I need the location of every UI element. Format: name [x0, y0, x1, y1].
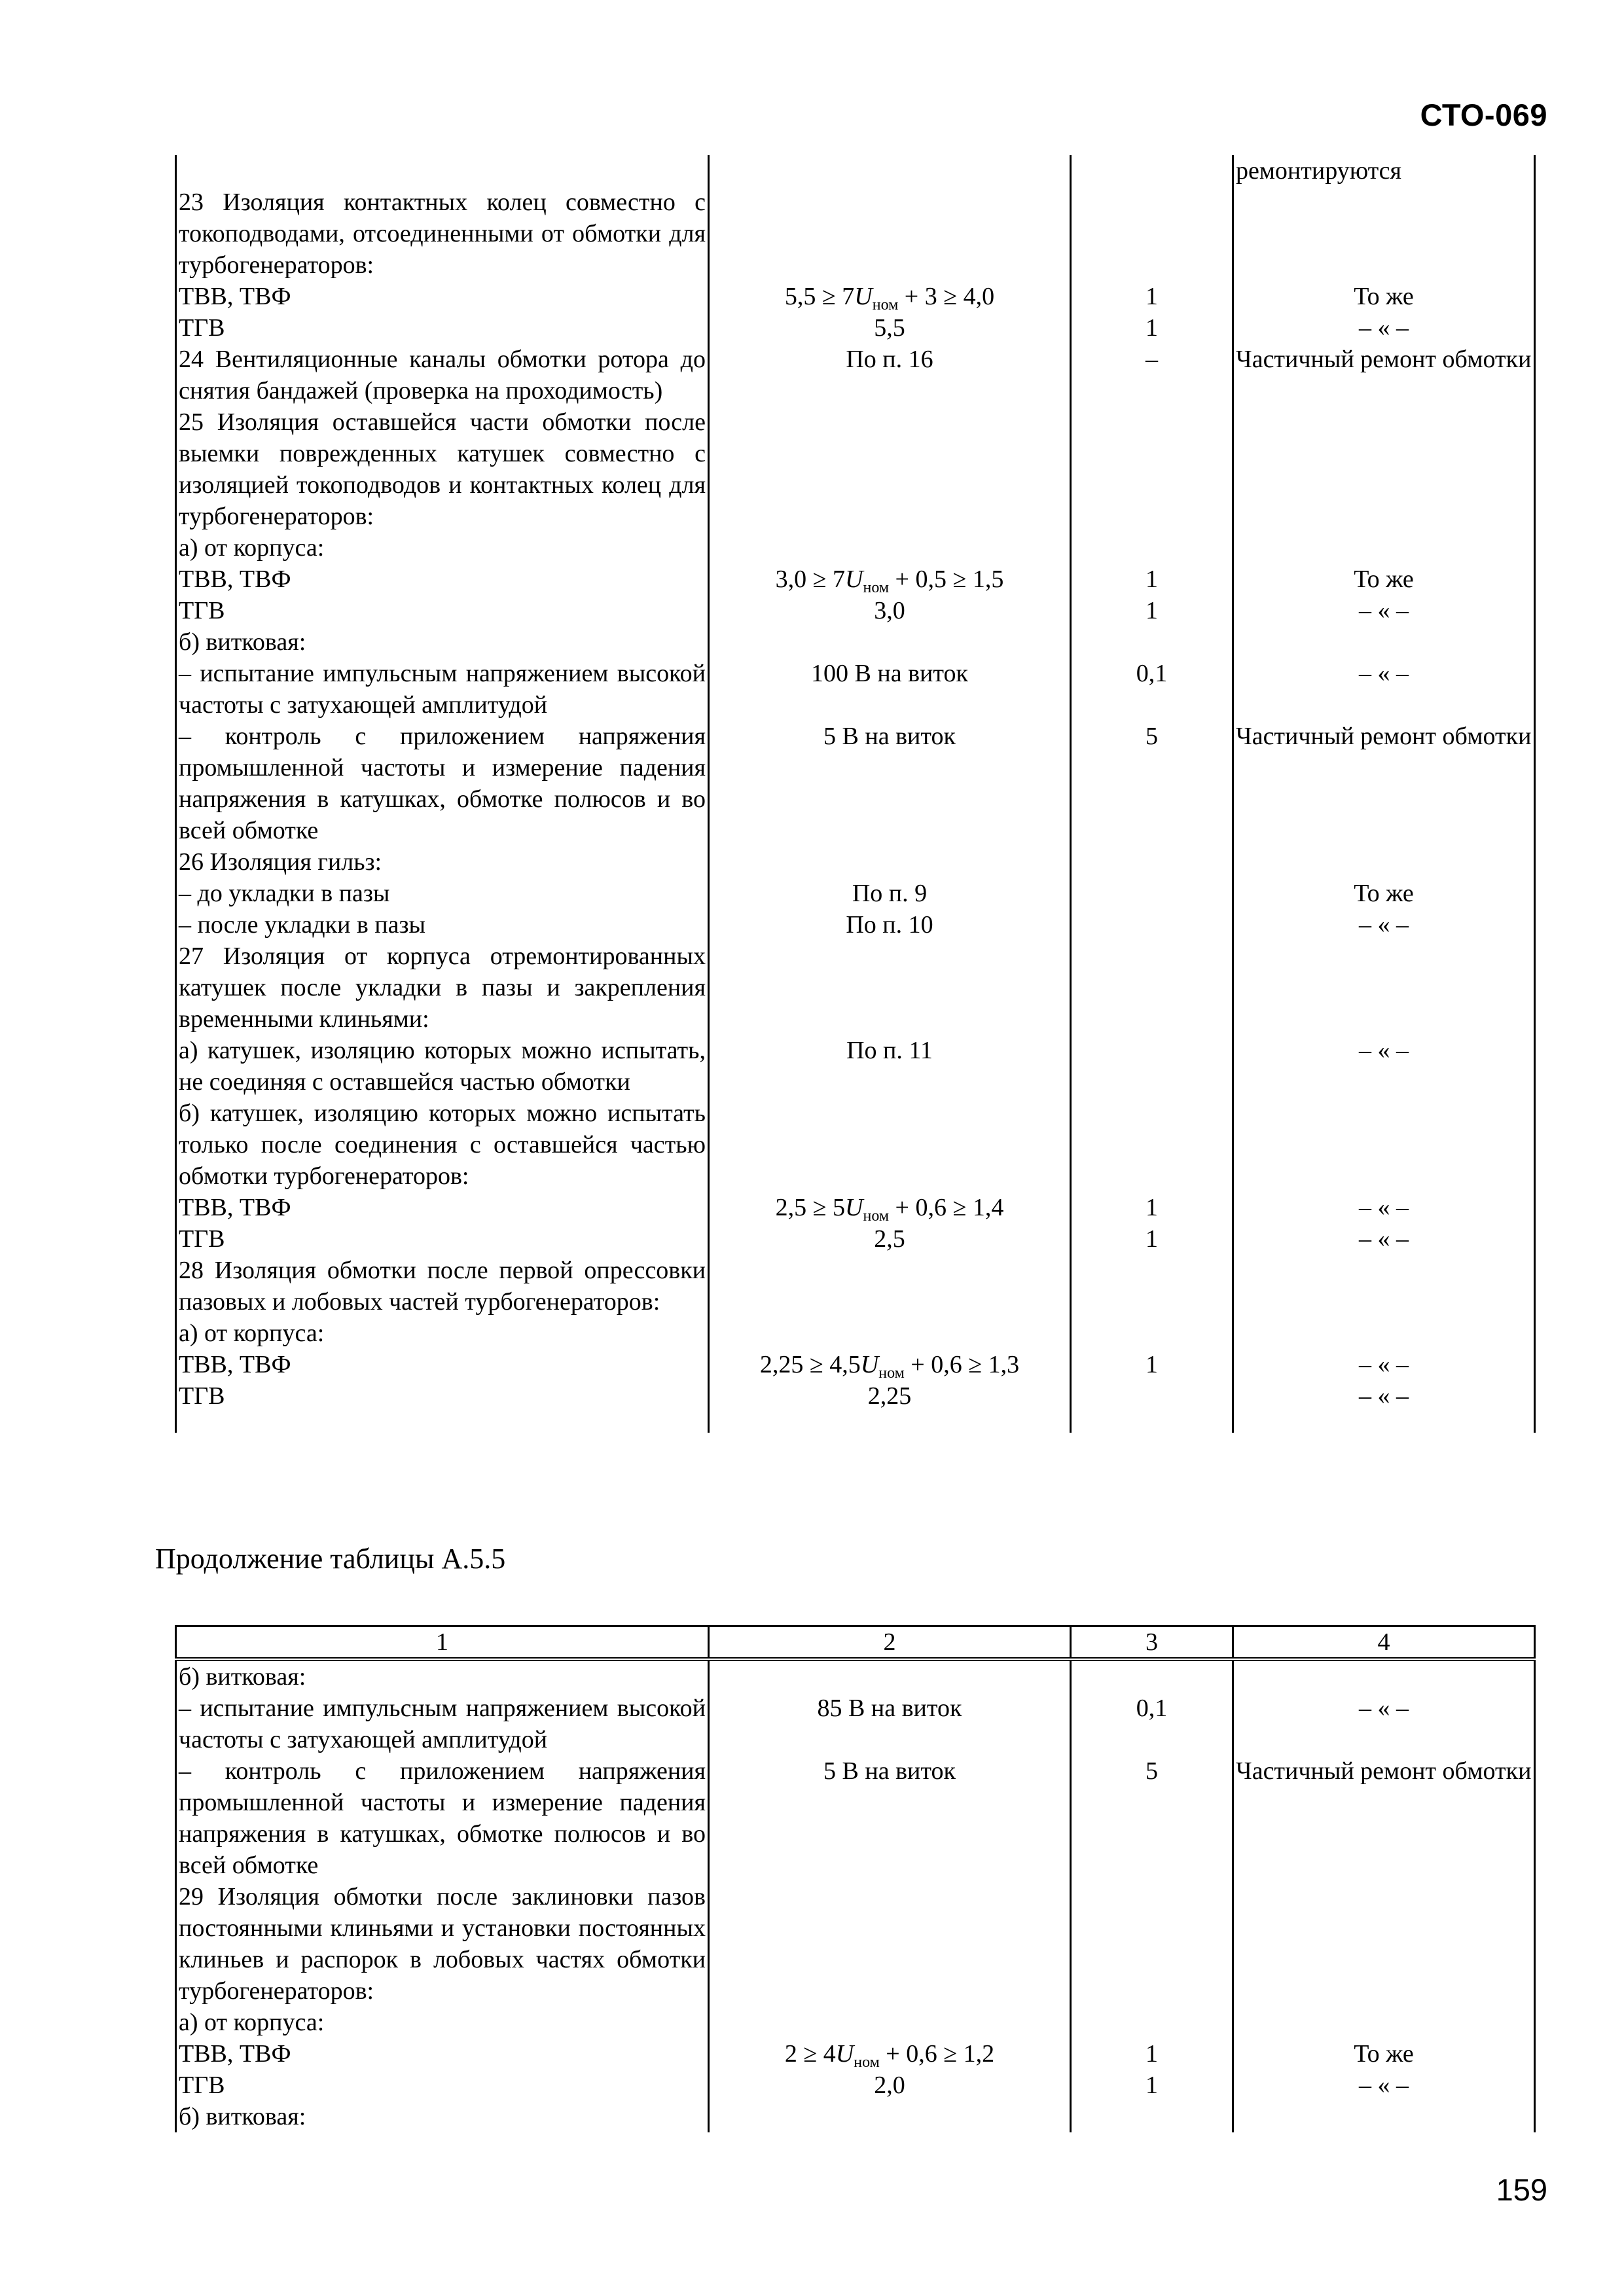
parameter-cell: 29 Изоляция обмотки после заклиновки пазов постоянными клиньями и установки постоянных клиньев и распорок в лобовых частях обмотки турбогенераторов: — [176, 1881, 709, 2007]
parameter-cell: ТГВ — [176, 1223, 709, 1255]
page-number: 159 — [1496, 2172, 1547, 2207]
note-cell: – « – — [1233, 658, 1535, 721]
spec-table-part1 — [175, 155, 1536, 1433]
note-cell: – « – — [1233, 1035, 1535, 1098]
parameter-cell: 23 Изоляция контактных колец совместно с токоподводами, отсоединенными от обмотки для турбогенераторов: — [176, 187, 709, 281]
duration-cell — [1071, 187, 1233, 281]
note-cell: – « – — [1233, 1223, 1535, 1255]
duration-cell: 1 — [1071, 595, 1233, 626]
formula-prefix: 5,5 ≥ 7 — [784, 283, 855, 310]
parameter-cell: а) от корпуса: — [176, 1318, 709, 1349]
test-voltage-cell: 5 В на виток — [709, 1755, 1071, 1881]
table-row — [176, 2038, 1535, 2070]
note-cell — [1233, 1098, 1535, 1192]
table-row — [176, 878, 1535, 909]
duration-cell — [1071, 406, 1233, 532]
table-row — [176, 941, 1535, 1035]
test-voltage-cell — [709, 626, 1071, 658]
duration-cell — [1071, 1881, 1233, 2007]
table-row — [176, 1035, 1535, 1098]
table-row — [176, 1192, 1535, 1223]
duration-cell — [1071, 1318, 1233, 1349]
note-cell — [1233, 187, 1535, 281]
spec-table-part2 — [175, 1625, 1536, 2132]
duration-cell — [1071, 846, 1233, 878]
note-cell: – « – — [1233, 1192, 1535, 1223]
duration-cell: 1 — [1071, 564, 1233, 595]
parameter-cell: б) витковая: — [176, 626, 709, 658]
duration-cell — [1071, 1098, 1233, 1192]
note-cell — [1233, 846, 1535, 878]
duration-cell: 1 — [1071, 1223, 1233, 1255]
parameter-cell: ТВВ, ТВФ — [176, 564, 709, 595]
table-row — [176, 281, 1535, 312]
duration-cell — [1071, 626, 1233, 658]
note-cell: Частичный ремонт обмотки — [1233, 721, 1535, 846]
parameter-cell: 28 Изоляция обмотки после первой опрессовки пазовых и лобовых частей турбогенераторов: — [176, 1255, 709, 1318]
duration-cell — [1071, 532, 1233, 564]
note-cell — [1233, 941, 1535, 1035]
duration-cell: 1 — [1071, 2038, 1233, 2070]
test-voltage-cell: 85 В на виток — [709, 1693, 1071, 1755]
formula-prefix: 2 ≥ 4 — [784, 2040, 836, 2068]
note-cell: – « – — [1233, 2070, 1535, 2101]
duration-cell: 5 — [1071, 721, 1233, 846]
formula-prefix: 2,25 ≥ 4,5 — [759, 1351, 861, 1378]
duration-cell: 1 — [1071, 1349, 1233, 1380]
parameter-cell: – контроль с приложением напряжения промышленной частоты и измерение падения напряжения в катушках, обмотке полюсов и во всей обмотке — [176, 1755, 709, 1881]
column-number-3: 3 — [1071, 1626, 1233, 1660]
duration-cell — [1071, 909, 1233, 941]
note-cell: – « – — [1233, 595, 1535, 626]
parameter-cell: б) катушек, изоляцию которых можно испытать только после соединения с оставшейся частью обмотки турбогенераторов: — [176, 1098, 709, 1192]
note-cell: – « – — [1233, 1349, 1535, 1380]
test-voltage-cell: 100 В на виток — [709, 658, 1071, 721]
test-voltage-cell: 5,5 — [709, 312, 1071, 344]
formula-variable: U — [835, 2040, 854, 2068]
note-cell — [1233, 1255, 1535, 1318]
table-row — [176, 721, 1535, 846]
duration-cell: 5 — [1071, 1755, 1233, 1881]
test-voltage-cell — [709, 2007, 1071, 2038]
formula-subscript: ном — [872, 296, 899, 314]
parameter-cell: – испытание импульсным напряжением высокой частоты с затухающей амплитудой — [176, 658, 709, 721]
note-cell: Частичный ремонт обмотки — [1233, 1755, 1535, 1881]
note-cell: То же — [1233, 281, 1535, 312]
parameter-cell: – после укладки в пазы — [176, 909, 709, 941]
table-row — [176, 1255, 1535, 1318]
parameter-cell: б) витковая: — [176, 2101, 709, 2132]
formula-suffix: + 0,6 ≥ 1,2 — [879, 2040, 995, 2068]
parameter-cell: б) витковая: — [176, 1659, 709, 1693]
table-row — [176, 2007, 1535, 2038]
table-row — [176, 846, 1535, 878]
test-voltage-cell: 2,25 — [709, 1380, 1071, 1433]
parameter-cell: а) от корпуса: — [176, 532, 709, 564]
test-voltage-cell: 5 В на виток — [709, 721, 1071, 846]
parameter-cell: 26 Изоляция гильз: — [176, 846, 709, 878]
test-voltage-cell — [709, 187, 1071, 281]
formula-suffix: + 0,6 ≥ 1,4 — [889, 1194, 1004, 1221]
duration-cell: 1 — [1071, 281, 1233, 312]
column-number-2: 2 — [709, 1626, 1071, 1660]
formula-prefix: 2,5 ≥ 5 — [775, 1194, 846, 1221]
test-voltage-cell — [709, 1318, 1071, 1349]
test-voltage-cell: 2,0 — [709, 2070, 1071, 2101]
test-voltage-cell — [709, 1255, 1071, 1318]
duration-cell: 1 — [1071, 1192, 1233, 1223]
note-cell: – « – — [1233, 1380, 1535, 1433]
table-row — [176, 2070, 1535, 2101]
formula-suffix: + 0,6 ≥ 1,3 — [904, 1351, 1020, 1378]
table-row — [176, 1693, 1535, 1755]
test-voltage-cell: По п. 10 — [709, 909, 1071, 941]
parameter-cell: а) катушек, изоляцию которых можно испытать, не соединяя с оставшейся частью обмотки — [176, 1035, 709, 1098]
parameter-cell: 25 Изоляция оставшейся части обмотки после выемки поврежденных катушек совместно с изоляцией токоподводов и контактных колец для турбогенераторов: — [176, 406, 709, 532]
test-voltage-cell — [709, 2038, 1071, 2070]
formula-subscript: ном — [863, 1208, 890, 1225]
table-row — [176, 406, 1535, 532]
table-row — [176, 344, 1535, 406]
duration-cell — [1071, 1035, 1233, 1098]
test-voltage-cell: По п. 9 — [709, 878, 1071, 909]
formula-variable: U — [854, 283, 873, 310]
column-number-4: 4 — [1233, 1626, 1535, 1660]
test-voltage-cell — [709, 1098, 1071, 1192]
note-cell: То же — [1233, 564, 1535, 595]
table-header-row — [176, 1626, 1535, 1660]
formula-subscript: ном — [878, 1365, 905, 1382]
duration-cell — [1071, 1659, 1233, 1693]
formula-variable: U — [845, 565, 863, 593]
table-row — [176, 658, 1535, 721]
table-row — [176, 187, 1535, 281]
parameter-cell: – до укладки в пазы — [176, 878, 709, 909]
parameter-cell: – контроль с приложением напряжения промышленной частоты и измерение падения напряжения в катушках, обмотке полюсов и во всей обмотке — [176, 721, 709, 846]
note-cell — [1233, 532, 1535, 564]
test-voltage-cell: 2,5 — [709, 1223, 1071, 1255]
spec-table-part2-body — [176, 1626, 1535, 2133]
column-number-1: 1 — [176, 1626, 709, 1660]
parameter-cell: ТГВ — [176, 312, 709, 344]
table-row — [176, 595, 1535, 626]
duration-cell — [1071, 1380, 1233, 1433]
test-voltage-cell — [709, 532, 1071, 564]
table-row — [176, 564, 1535, 595]
table-row — [176, 626, 1535, 658]
note-cell — [1233, 2101, 1535, 2132]
note-cell: То же — [1233, 878, 1535, 909]
formula-suffix: + 3 ≥ 4,0 — [898, 283, 995, 310]
formula-variable: U — [845, 1194, 863, 1221]
test-voltage-cell — [709, 564, 1071, 595]
duration-cell: 1 — [1071, 312, 1233, 344]
duration-cell: – — [1071, 344, 1233, 406]
parameter-cell: ТВВ, ТВФ — [176, 1349, 709, 1380]
parameter-cell: ТГВ — [176, 1380, 709, 1433]
table-row — [176, 1380, 1535, 1433]
test-voltage-cell — [709, 281, 1071, 312]
table-row — [176, 1349, 1535, 1380]
test-voltage-cell — [709, 1192, 1071, 1223]
spec-table-part1-body — [176, 155, 1535, 1433]
test-voltage-cell: По п. 11 — [709, 1035, 1071, 1098]
note-cell: – « – — [1233, 1693, 1535, 1755]
table-row — [176, 1318, 1535, 1349]
note-cell: ремонтируются — [1233, 155, 1535, 187]
note-cell — [1233, 2007, 1535, 2038]
note-cell — [1233, 406, 1535, 532]
note-cell: – « – — [1233, 909, 1535, 941]
table-row — [176, 1223, 1535, 1255]
note-cell — [1233, 1318, 1535, 1349]
duration-cell — [1071, 878, 1233, 909]
duration-cell — [1071, 155, 1233, 187]
duration-cell — [1071, 941, 1233, 1035]
duration-cell: 1 — [1071, 2070, 1233, 2101]
duration-cell — [1071, 1255, 1233, 1318]
formula-variable: U — [860, 1351, 879, 1378]
document-code: СТО-069 — [1420, 98, 1547, 132]
note-cell — [1233, 626, 1535, 658]
test-voltage-cell: 3,0 — [709, 595, 1071, 626]
parameter-cell: 27 Изоляция от корпуса отремонтированных катушек после укладки в пазы и закрепления временными клиньями: — [176, 941, 709, 1035]
test-voltage-cell — [709, 406, 1071, 532]
parameter-cell: 24 Вентиляционные каналы обмотки ротора до снятия бандажей (проверка на проходимость) — [176, 344, 709, 406]
parameter-cell: ТВВ, ТВФ — [176, 1192, 709, 1223]
formula-prefix: 3,0 ≥ 7 — [775, 565, 846, 593]
duration-cell: 0,1 — [1071, 1693, 1233, 1755]
parameter-cell: ТГВ — [176, 2070, 709, 2101]
test-voltage-cell — [709, 2101, 1071, 2132]
parameter-cell: ТВВ, ТВФ — [176, 2038, 709, 2070]
test-voltage-cell — [709, 155, 1071, 187]
note-cell — [1233, 1659, 1535, 1693]
parameter-cell — [176, 155, 709, 187]
note-cell: То же — [1233, 2038, 1535, 2070]
table-row — [176, 1659, 1535, 1693]
parameter-cell: ТВВ, ТВФ — [176, 281, 709, 312]
note-cell — [1233, 1881, 1535, 2007]
formula-subscript: ном — [854, 2054, 880, 2071]
formula-suffix: + 0,5 ≥ 1,5 — [889, 565, 1004, 593]
parameter-cell: а) от корпуса: — [176, 2007, 709, 2038]
test-voltage-cell — [709, 941, 1071, 1035]
test-voltage-cell — [709, 1881, 1071, 2007]
table-row — [176, 532, 1535, 564]
table-row — [176, 909, 1535, 941]
duration-cell — [1071, 2101, 1233, 2132]
duration-cell — [1071, 2007, 1233, 2038]
table-row — [176, 1098, 1535, 1192]
test-voltage-cell: По п. 16 — [709, 344, 1071, 406]
parameter-cell: – испытание импульсным напряжением высокой частоты с затухающей амплитудой — [176, 1693, 709, 1755]
table-row — [176, 155, 1535, 187]
formula-subscript: ном — [863, 579, 890, 596]
parameter-cell: ТГВ — [176, 595, 709, 626]
table-row — [176, 312, 1535, 344]
test-voltage-cell — [709, 1349, 1071, 1380]
test-voltage-cell — [709, 1659, 1071, 1693]
table-row — [176, 1881, 1535, 2007]
note-cell: Частичный ремонт обмотки — [1233, 344, 1535, 406]
duration-cell: 0,1 — [1071, 658, 1233, 721]
table-row — [176, 1755, 1535, 1881]
table-continuation-caption: Продолжение таблицы А.5.5 — [155, 1543, 506, 1575]
table-row — [176, 2101, 1535, 2132]
note-cell: – « – — [1233, 312, 1535, 344]
test-voltage-cell — [709, 846, 1071, 878]
